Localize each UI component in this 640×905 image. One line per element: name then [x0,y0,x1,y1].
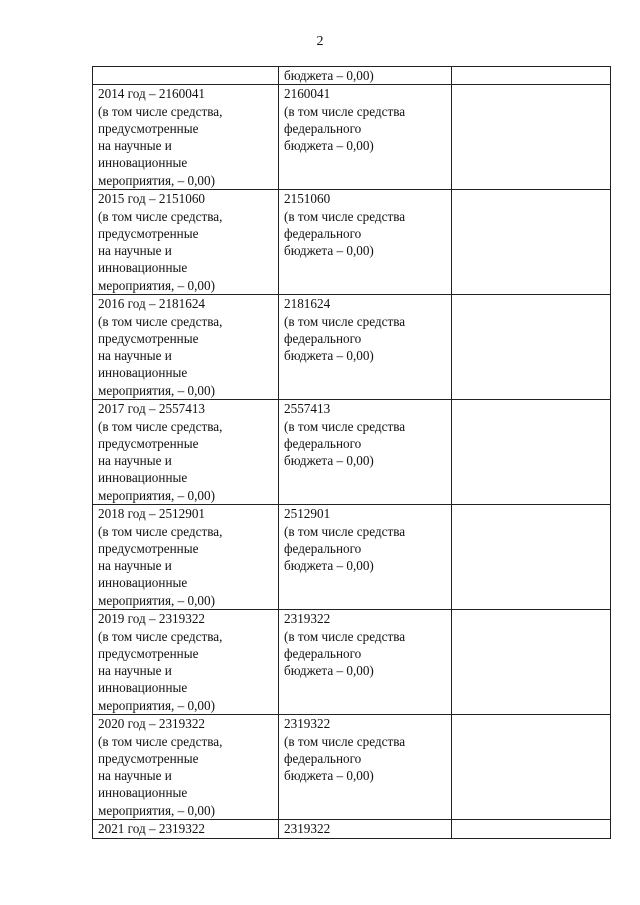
year-total-cell [93,190,279,295]
year-note-line: предусмотренные [98,120,199,136]
year-note-line: на научные и [98,243,172,259]
year-note-line: на научные и [98,768,172,784]
continued-row [93,67,611,85]
page-number: 2 [316,34,324,49]
year-total-text: 2018 год – 2512901 [98,506,206,522]
year-note-line: на научные и [98,453,172,469]
federal-amount-cell [279,610,452,715]
federal-amount-cell [279,85,452,190]
year-note-line: на научные и [98,663,172,679]
table-row [93,715,611,820]
amount-text: 2151060 [284,191,331,207]
amount-note-line: бюджета – 0,00) [284,663,374,679]
year-note-line: инновационные [98,155,188,171]
amount-note-line: бюджета – 0,00) [284,243,374,259]
year-note-line: мероприятия, – 0,00) [98,802,216,818]
empty-cell [452,610,611,715]
year-note-line: предусмотренные [98,750,199,766]
continued-cell-3 [452,67,611,85]
year-note-line: инновационные [98,785,188,801]
amount-text: 2512901 [284,506,331,522]
empty-cell [452,400,611,505]
table-row [93,610,611,715]
year-note-line: инновационные [98,470,188,486]
amount-note-line: федерального [284,225,362,241]
year-total-text: 2019 год – 2319322 [98,611,206,627]
table-row [93,295,611,400]
year-total-text: 2020 год – 2319322 [98,716,206,732]
year-note-line: (в том числе средства, [98,208,223,224]
amount-text: 2319322 [284,716,331,732]
year-note-line: на научные и [98,558,172,574]
amount-note-line: федерального [284,435,362,451]
amount-note-line: (в том числе средства [284,103,406,119]
year-total-cell [93,820,279,839]
year-total-text: 2021 год – 2319322 [98,821,206,837]
year-total-cell [93,505,279,610]
continued-cell-1 [93,67,279,85]
year-note-line: мероприятия, – 0,00) [98,277,216,293]
federal-amount-cell [279,190,452,295]
year-total-cell [93,610,279,715]
year-note-line: предусмотренные [98,225,199,241]
year-note-line: (в том числе средства, [98,628,223,644]
year-total-text: 2017 год – 2557413 [98,401,206,417]
amount-note-line: бюджета – 0,00) [284,348,374,364]
federal-amount-cell [279,715,452,820]
federal-amount-cell [279,820,452,839]
amount-note-line: федерального [284,120,362,136]
year-total-cell [93,400,279,505]
year-note-line: мероприятия, – 0,00) [98,382,216,398]
federal-amount-cell [279,400,452,505]
year-note-line: предусмотренные [98,645,199,661]
empty-cell [452,505,611,610]
amount-text: 2181624 [284,296,331,312]
year-note-line: предусмотренные [98,540,199,556]
amount-note-line: (в том числе средства [284,733,406,749]
year-note-line: предусмотренные [98,330,199,346]
year-note-line: (в том числе средства, [98,313,223,329]
empty-cell [452,715,611,820]
amount-text: 2160041 [284,86,331,102]
amount-note-line: федерального [284,750,362,766]
year-note-line: (в том числе средства, [98,523,223,539]
table-row [93,190,611,295]
empty-cell [452,295,611,400]
table-row-last [93,820,611,839]
federal-amount-cell [279,505,452,610]
amount-note-line: (в том числе средства [284,208,406,224]
funding-table [92,66,611,839]
amount-note-line: бюджета – 0,00) [284,768,374,784]
empty-cell [452,190,611,295]
amount-note-line: федерального [284,540,362,556]
amount-text: 2557413 [284,401,331,417]
year-note-line: мероприятия, – 0,00) [98,172,216,188]
empty-cell [452,85,611,190]
year-total-text: 2014 год – 2160041 [98,86,206,102]
continued-text: бюджета – 0,00) [284,68,374,83]
year-note-line: мероприятия, – 0,00) [98,697,216,713]
year-total-text: 2016 год – 2181624 [98,296,206,312]
amount-note-line: (в том числе средства [284,418,406,434]
year-note-line: инновационные [98,680,188,696]
table-row [93,400,611,505]
table-row [93,85,611,190]
year-note-line: (в том числе средства, [98,103,223,119]
year-note-line: предусмотренные [98,435,199,451]
amount-note-line: бюджета – 0,00) [284,138,374,154]
amount-note-line: бюджета – 0,00) [284,558,374,574]
amount-note-line: бюджета – 0,00) [284,453,374,469]
year-total-cell [93,715,279,820]
year-note-line: на научные и [98,138,172,154]
amount-note-line: (в том числе средства [284,523,406,539]
amount-note-line: федерального [284,645,362,661]
continued-cell-2 [279,67,452,85]
year-note-line: (в том числе средства, [98,418,223,434]
amount-note-line: (в том числе средства [284,313,406,329]
amount-text: 2319322 [284,821,331,837]
year-total-cell [93,85,279,190]
amount-text: 2319322 [284,611,331,627]
year-note-line: мероприятия, – 0,00) [98,487,216,503]
year-note-line: на научные и [98,348,172,364]
year-note-line: инновационные [98,260,188,276]
amount-note-line: федерального [284,330,362,346]
year-note-line: инновационные [98,575,188,591]
year-note-line: инновационные [98,365,188,381]
funding-table-body [93,67,611,839]
federal-amount-cell [279,295,452,400]
year-total-cell [93,295,279,400]
empty-cell [452,820,611,839]
year-note-line: (в том числе средства, [98,733,223,749]
year-note-line: мероприятия, – 0,00) [98,592,216,608]
year-total-text: 2015 год – 2151060 [98,191,206,207]
amount-note-line: (в том числе средства [284,628,406,644]
table-row [93,505,611,610]
